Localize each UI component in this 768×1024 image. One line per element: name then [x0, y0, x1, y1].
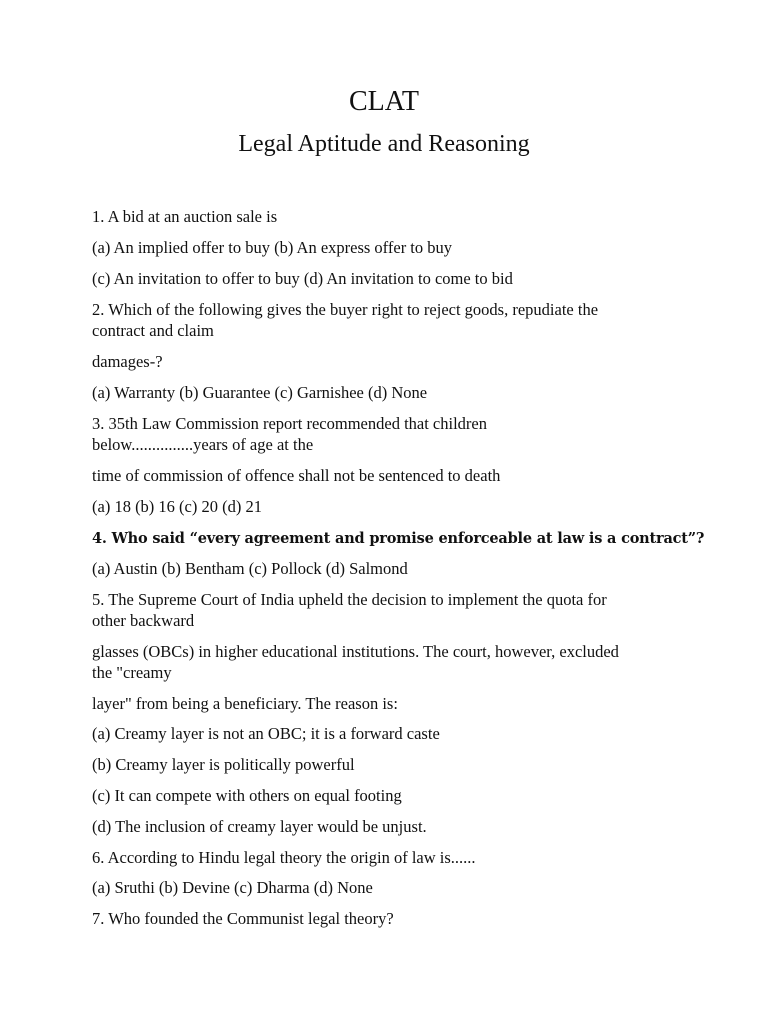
question-1-options-c-d: (c) An invitation to offer to buy (d) An invitation to come to bid — [92, 269, 513, 288]
question-6: 6. According to Hindu legal theory the origin of law is...... — [92, 848, 476, 867]
question-5-line-2: other backward — [92, 611, 195, 630]
question-2-line-2: contract and claim — [92, 321, 214, 340]
question-3-options: (a) 18 (b) 16 (c) 20 (d) 21 — [92, 497, 262, 516]
question-5-line-5: layer" from being a beneficiary. The reason is: — [92, 694, 398, 713]
page-subtitle: Legal Aptitude and Reasoning — [238, 131, 530, 157]
question-2-line-1: 2. Which of the following gives the buyer right to reject goods, repudiate the — [92, 300, 599, 319]
question-6-options: (a) Sruthi (b) Devine (c) Dharma (d) None — [92, 878, 373, 897]
question-2-line-3: damages-? — [92, 352, 163, 371]
question-5-option-b: (b) Creamy layer is politically powerful — [92, 755, 355, 774]
question-4-options: (a) Austin (b) Bentham (c) Pollock (d) Salmond — [92, 559, 408, 578]
question-7: 7. Who founded the Communist legal theory? — [92, 909, 394, 928]
question-3-line-3: time of commission of offence shall not be sentenced to death — [92, 466, 501, 485]
question-4: 4. Who said “every agreement and promise enforceable at law is a contract”? — [92, 530, 705, 547]
question-5-option-d: (d) The inclusion of creamy layer would be unjust. — [92, 817, 427, 836]
question-3-line-2: below...............years of age at the — [92, 435, 314, 454]
question-5-line-1: 5. The Supreme Court of India upheld the decision to implement the quota for — [92, 590, 607, 609]
question-2-options: (a) Warranty (b) Guarantee (c) Garnishee (d) None — [92, 383, 428, 402]
question-5-option-a: (a) Creamy layer is not an OBC; it is a forward caste — [92, 724, 440, 743]
question-1-options-a-b: (a) An implied offer to buy (b) An express offer to buy — [92, 238, 453, 257]
question-1: 1. A bid at an auction sale is — [92, 207, 278, 226]
question-5-line-4: the "creamy — [92, 663, 172, 682]
question-5-option-c: (c) It can compete with others on equal footing — [92, 786, 402, 805]
question-5-line-3: glasses (OBCs) in higher educational institutions. The court, however, excluded — [92, 642, 619, 661]
question-3-line-1: 3. 35th Law Commission report recommended that children — [92, 414, 487, 433]
page-title: CLAT — [349, 86, 419, 117]
